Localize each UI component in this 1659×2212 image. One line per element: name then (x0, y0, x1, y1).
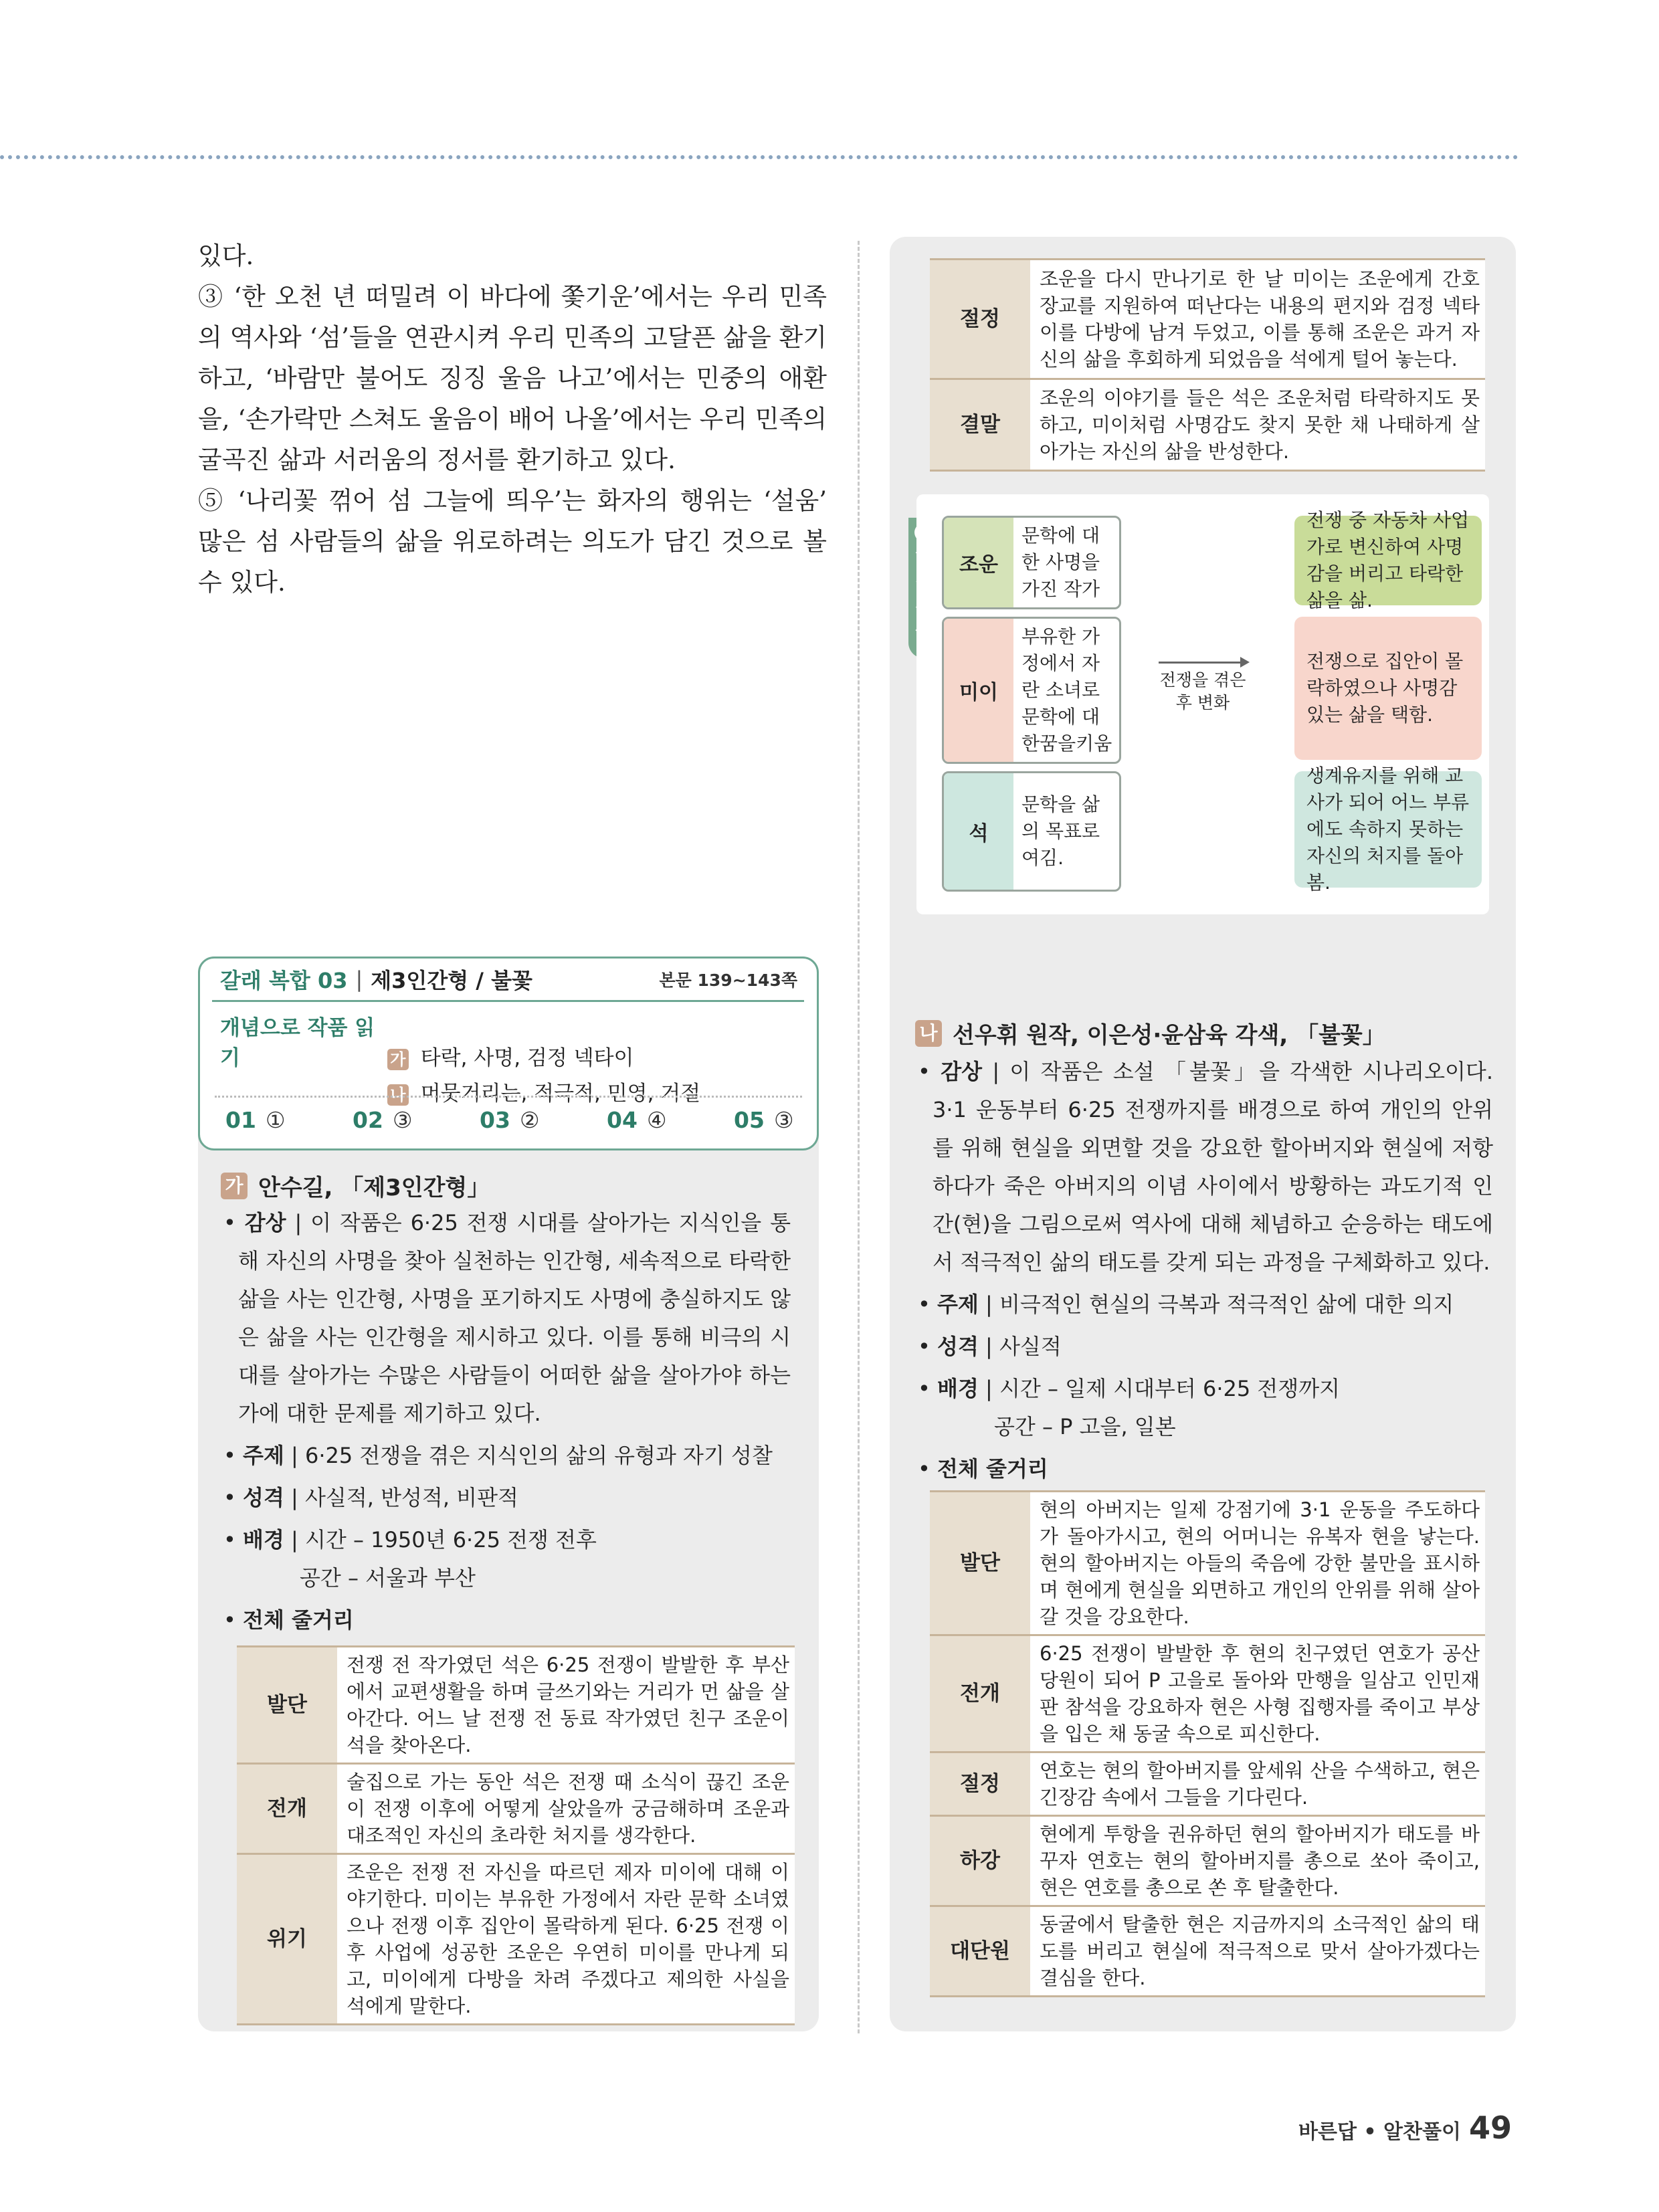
answer-number: 05 (734, 1107, 765, 1133)
plot-table-ga (237, 1645, 795, 2025)
genre-num: 03 (317, 968, 348, 993)
page-footer (1298, 2110, 1512, 2146)
character-box-seok (942, 771, 1121, 892)
right-column-box (890, 237, 1516, 2031)
item-text: 이 작품은 소설 「불꽃」을 각색한 시나리오이다. 3·1 운동부터 6·25 전쟁까지를 배경으로 하여 개인의 안위를 위해 현실을 외면할 것을 강요한 할아버지와 현실에 저항하다가 죽은 아버지의 이념 사이에서 방황하는 과도기적 인간(현)을 그림으로써 역사에 대해 체념하고 순응하는 태도에서 적극적인 삶의 태도를 갖게 되는 과정을 구체화하고 있다. (933, 1059, 1493, 1275)
juje-item: • 주제 | 비극적인 현실의 극복과 적극적인 삶에 대한 의지 (918, 1292, 1454, 1317)
answer-item (225, 1107, 326, 1133)
character-before: 문학을 삶의 목표로 여김. (1021, 793, 1100, 869)
page-number: 49 (1468, 2110, 1512, 2146)
item-label: 전체 줄거리 (937, 1456, 1048, 1482)
item-text: 이 작품은 6·25 전쟁 시대를 살아가는 지식인을 통해 자신의 사명을 찾아 실천하는 인간형, 세속적으로 타락한 삶을 사는 인간형, 사명을 포기하지도 사명에 충실하지도 않은 삶을 사는 인간형을 제시하고 있다. 이를 통해 비극의 시대를 살아가는 수많은 사람들이 어떠한 삶을 살아가야 하는가에 대한 문제를 제기하고 있다. (238, 1210, 791, 1426)
genre-title (220, 964, 347, 995)
plot-label: 하강 (930, 1816, 1030, 1906)
item-label: 주제 (937, 1292, 979, 1317)
seong-item: • 성격 | 사실적 (918, 1334, 1062, 1359)
concept-badge: 가 (387, 1049, 409, 1070)
character-name: 석 (944, 773, 1013, 890)
genre-subtitle: 제3인간형 / 불꽃 (371, 968, 532, 993)
top-dotted-rule (0, 155, 1519, 159)
intro-paragraph-2: ③ ‘한 오천 년 떠밀려 이 바다에 쫓기운’에서는 우리 민족의 역사와 ‘섬’들을 연관시켜 우리 민족의 고달픈 삶을 환기하고, ‘바람만 불어도 징징 울음 나고’에서는 민중의 애환을, ‘손가락만 스쳐도 울음이 배어 나올’에서는 우리 민족의 굴곡진 삶과 서러움의 정서를 환기하고 있다. (198, 282, 827, 474)
plot-heading: • 전체 줄거리 (223, 1607, 354, 1633)
intro-paragraph-3: ⑤ ‘나리꽃 꺾어 섬 그늘에 띄우’는 화자의 행위는 ‘설움’ 많은 섬 사람들의 삶을 위로하려는 의도가 담긴 것으로 볼 수 있다. (198, 486, 827, 597)
plot-label: 발단 (237, 1647, 337, 1764)
concept-text: 머뭇거리는, 적극적, 민영, 거절 (420, 1082, 701, 1106)
item-label: 배경 (243, 1527, 284, 1552)
plot-label: 절정 (930, 1752, 1030, 1816)
table-row (930, 1635, 1485, 1752)
concept-text: 타락, 사명, 검정 넥타이 (420, 1046, 634, 1070)
plot-table-na (930, 1490, 1485, 1997)
answer-number: 02 (353, 1107, 383, 1133)
plot-text: 조운은 전쟁 전 자신을 따르던 제자 미이에 대해 이야기한다. 미이는 부유한 가정에서 자란 문학 소녀였으나 전쟁 이후 집안이 몰락하게 된다. 6·25 전쟁 이후 사업에 성공한 조운은 우연히 미이를 만나게 되고, 미이에게 다방을 차려 주겠다고 제의한 사실을 석에게 말한다. (337, 1854, 795, 2025)
plot-text: 현에게 투항을 권유하던 현의 할아버지가 태도를 바꾸자 연호는 현의 할아버지를 총으로 쏘아 죽이고, 현은 연호를 총으로 쏜 후 탈출한다. (1030, 1816, 1485, 1906)
page-range: 본문 139~143쪽 (659, 971, 797, 990)
bae-item: • 배경 | 시간 – 1950년 6·25 전쟁 전후 (223, 1527, 597, 1552)
item-label: 전체 줄거리 (243, 1607, 354, 1633)
table-row (237, 1854, 795, 2025)
concept-line-b (220, 1079, 700, 1109)
plot-table-top (930, 258, 1485, 472)
concept-badge: 나 (387, 1084, 409, 1106)
answer-choice: ③ (773, 1107, 794, 1133)
gamsang-item: • 감상 | 이 작품은 소설 「불꽃」을 각색한 시나리오이다. 3·1 운동부터 6·25 전쟁까지를 배경으로 하여 개인의 안위를 위해 현실을 외면할 것을 강요한 할아버지와 현실에 저항하다가 죽은 아버지의 이념 사이에서 방황하는 과도기적 인간(현)을 그림으로써 역사에 대해 체념하고 순응하는 태도에서 적극적인 삶의 태도를 갖게 되는 과정을 구체화하고 있다. (918, 1059, 1493, 1275)
section-title: 선우휘 원작, 이은성·윤삼육 각색, 「불꽃」 (953, 1022, 1385, 1049)
item-text: 시간 – 1950년 6·25 전쟁 전후 (305, 1527, 597, 1552)
concept-title: 개념으로 작품 읽기 (220, 1016, 375, 1070)
plot-label: 전개 (237, 1764, 337, 1854)
item-text: 6·25 전쟁을 겪은 지식인의 삶의 유형과 자기 성찰 (305, 1443, 773, 1468)
table-row (930, 1816, 1485, 1906)
plot-label: 전개 (930, 1635, 1030, 1752)
juje-item: • 주제 | 6·25 전쟁을 겪은 지식인의 삶의 유형과 자기 성찰 (223, 1443, 773, 1468)
answer-number: 04 (607, 1107, 638, 1133)
plot-text: 조운의 이야기를 들은 석은 조운처럼 타락하지도 못하고, 미이처럼 사명감도 찾지 못한 채 나태하게 살아가는 자신의 삶을 반성한다. (1030, 379, 1485, 471)
item-label: 주제 (243, 1443, 284, 1468)
table-row (237, 1764, 795, 1854)
item-label: 성격 (243, 1485, 284, 1510)
character-name: 미이 (944, 619, 1013, 762)
plot-text: 전쟁 전 작가였던 석은 6·25 전쟁이 발발한 후 부산에서 교편생활을 하며 글쓰기와는 거리가 먼 삶을 살아간다. 어느 날 전쟁 전 동료 작가였던 친구 조운이 석을 찾아온다. (337, 1647, 795, 1764)
plot-text: 술집으로 가는 동안 석은 전쟁 때 소식이 끊긴 조운이 전쟁 이후에 어떻게 살았을까 궁금해하며 조운과 대조적인 자신의 초라한 처지를 생각한다. (337, 1764, 795, 1854)
arrow-right-icon (1159, 662, 1247, 664)
table-row (930, 260, 1485, 379)
table-row (237, 1647, 795, 1764)
plot-text: 연호는 현의 할아버지를 앞세워 산을 수색하고, 현은 긴장감 속에서 그들을 기다린다. (1030, 1752, 1485, 1816)
section-na-body (918, 1053, 1493, 1488)
plot-heading: • 전체 줄거리 (918, 1456, 1048, 1482)
arrow-label: 전쟁을 겪은 후 변화 (1159, 670, 1246, 712)
character-after-mii: 전쟁으로 집안이 몰락하였으나 사명감 있는 삶을 택함. (1294, 617, 1482, 760)
character-box-joun (942, 516, 1121, 609)
genre-box (198, 957, 819, 1150)
answer-item (353, 1107, 453, 1133)
plot-label: 대단원 (930, 1906, 1030, 1997)
character-name: 조운 (944, 518, 1013, 607)
plot-label: 절정 (930, 260, 1030, 379)
core-check-panel (916, 494, 1489, 914)
item-text: 사실적 (999, 1334, 1062, 1359)
character-after-seok: 생계유지를 위해 교사가 되어 어느 부류에도 속하지 못하는 자신의 처지를 돌아봄. (1294, 771, 1482, 888)
concept-reading (220, 1013, 700, 1109)
gamsang-item: • 감상 | 이 작품은 6·25 전쟁 시대를 살아가는 지식인을 통해 자신의 사명을 찾아 실천하는 인간형, 세속적으로 타락한 삶을 사는 인간형, 사명을 포기하지도 사명에 충실하지도 않은 삶을 사는 인간형을 제시하고 있다. 이를 통해 비극의 시대를 살아가는 수많은 사람들이 어떠한 삶을 살아가야 하는가에 대한 문제를 제기하고 있다. (223, 1210, 791, 1426)
bae-item-2: 공간 – P 고을, 일본 (994, 1414, 1176, 1439)
change-arrow (1149, 662, 1256, 714)
plot-text: 현의 아버지는 일제 강점기에 3·1 운동을 주도하다가 돌아가시고, 현의 어머니는 유복자 현을 낳는다. 현의 할아버지는 아들의 죽음에 강한 불만을 표시하며 현에게 현실을 외면하고 개인의 안위를 위해 살아갈 것을 강요한다. (1030, 1492, 1485, 1635)
table-row (930, 1906, 1485, 1997)
seong-item: • 성격 | 사실적, 반성적, 비판적 (223, 1485, 518, 1510)
answer-choice: ① (265, 1107, 286, 1133)
item-label: 감상 (244, 1210, 286, 1235)
genre-title-text: 갈래 복합 (220, 968, 310, 993)
dotted-divider (215, 1096, 802, 1098)
answer-choice: ③ (392, 1107, 413, 1133)
footer-text: 바른답 • 알찬풀이 (1298, 2120, 1461, 2144)
answer-choice: ② (519, 1107, 540, 1133)
section-title: 안수길, 「제3인간형」 (258, 1175, 490, 1201)
plot-text: 조운을 다시 만나기로 한 날 미이는 조운에게 간호 장교를 지원하여 떠난다는 내용의 편지와 검정 넥타이를 다방에 남겨 두었고, 이를 통해 조운은 과거 자신의 삶을 후회하게 되었음을 석에게 털어 놓는다. (1030, 260, 1485, 379)
item-label: 감상 (941, 1059, 983, 1084)
intro-text (198, 235, 827, 603)
item-text: 비극적인 현실의 극복과 적극적인 삶에 대한 의지 (999, 1292, 1454, 1317)
genre-box-header (212, 959, 804, 1002)
answer-number: 03 (480, 1107, 510, 1133)
plot-label: 결말 (930, 379, 1030, 471)
table-row (930, 1492, 1485, 1635)
table-row (930, 1752, 1485, 1816)
plot-text: 동굴에서 탈출한 현은 지금까지의 소극적인 삶의 태도를 버리고 현실에 적극적으로 맞서 살아가겠다는 결심을 한다. (1030, 1906, 1485, 1997)
section-badge: 나 (915, 1020, 942, 1047)
section-ga-heading (221, 1169, 490, 1202)
bae-item: • 배경 | 시간 – 일제 시대부터 6·25 전쟁까지 (918, 1376, 1341, 1401)
item-text: 사실적, 반성적, 비판적 (305, 1485, 518, 1510)
answer-number: 01 (225, 1107, 256, 1133)
section-ga-body (223, 1204, 791, 1639)
genre-sep: | (355, 967, 363, 992)
section-na-heading (915, 1017, 1385, 1049)
answer-item (607, 1107, 707, 1133)
plot-label: 위기 (237, 1854, 337, 2025)
plot-label: 발단 (930, 1492, 1030, 1635)
section-badge: 가 (221, 1173, 248, 1199)
concept-line-a (220, 1013, 700, 1074)
character-after-joun: 전쟁 중 자동차 사업가로 변신하여 사명감을 버리고 타락한 삶을 삶. (1294, 516, 1482, 605)
intro-paragraph-1: 있다. (198, 241, 254, 270)
answer-item (480, 1107, 580, 1133)
character-before: 문학에 대한 사명을 가진 작가 (1021, 524, 1100, 600)
left-lower-box (198, 957, 819, 2031)
item-text: 시간 – 일제 시대부터 6·25 전쟁까지 (999, 1376, 1341, 1401)
item-label: 성격 (937, 1334, 979, 1359)
table-row (930, 379, 1485, 471)
character-box-mii (942, 617, 1121, 764)
bae-item-2: 공간 – 서울과 부산 (300, 1565, 476, 1591)
character-before: 부유한 가정에서 자란 소녀로 문학에 대한꿈을키움 (1021, 625, 1112, 755)
answer-item (734, 1107, 834, 1133)
item-label: 배경 (937, 1376, 979, 1401)
answer-choice: ④ (646, 1107, 667, 1133)
plot-text: 6·25 전쟁이 발발한 후 현의 친구였던 연호가 공산 당원이 되어 P 고을로 돌아와 만행을 일삼고 인민재판 참석을 강요하자 현은 사형 집행자를 죽이고 부상을 입은 채 동굴 속으로 피신한다. (1030, 1635, 1485, 1752)
column-divider (858, 241, 860, 2033)
